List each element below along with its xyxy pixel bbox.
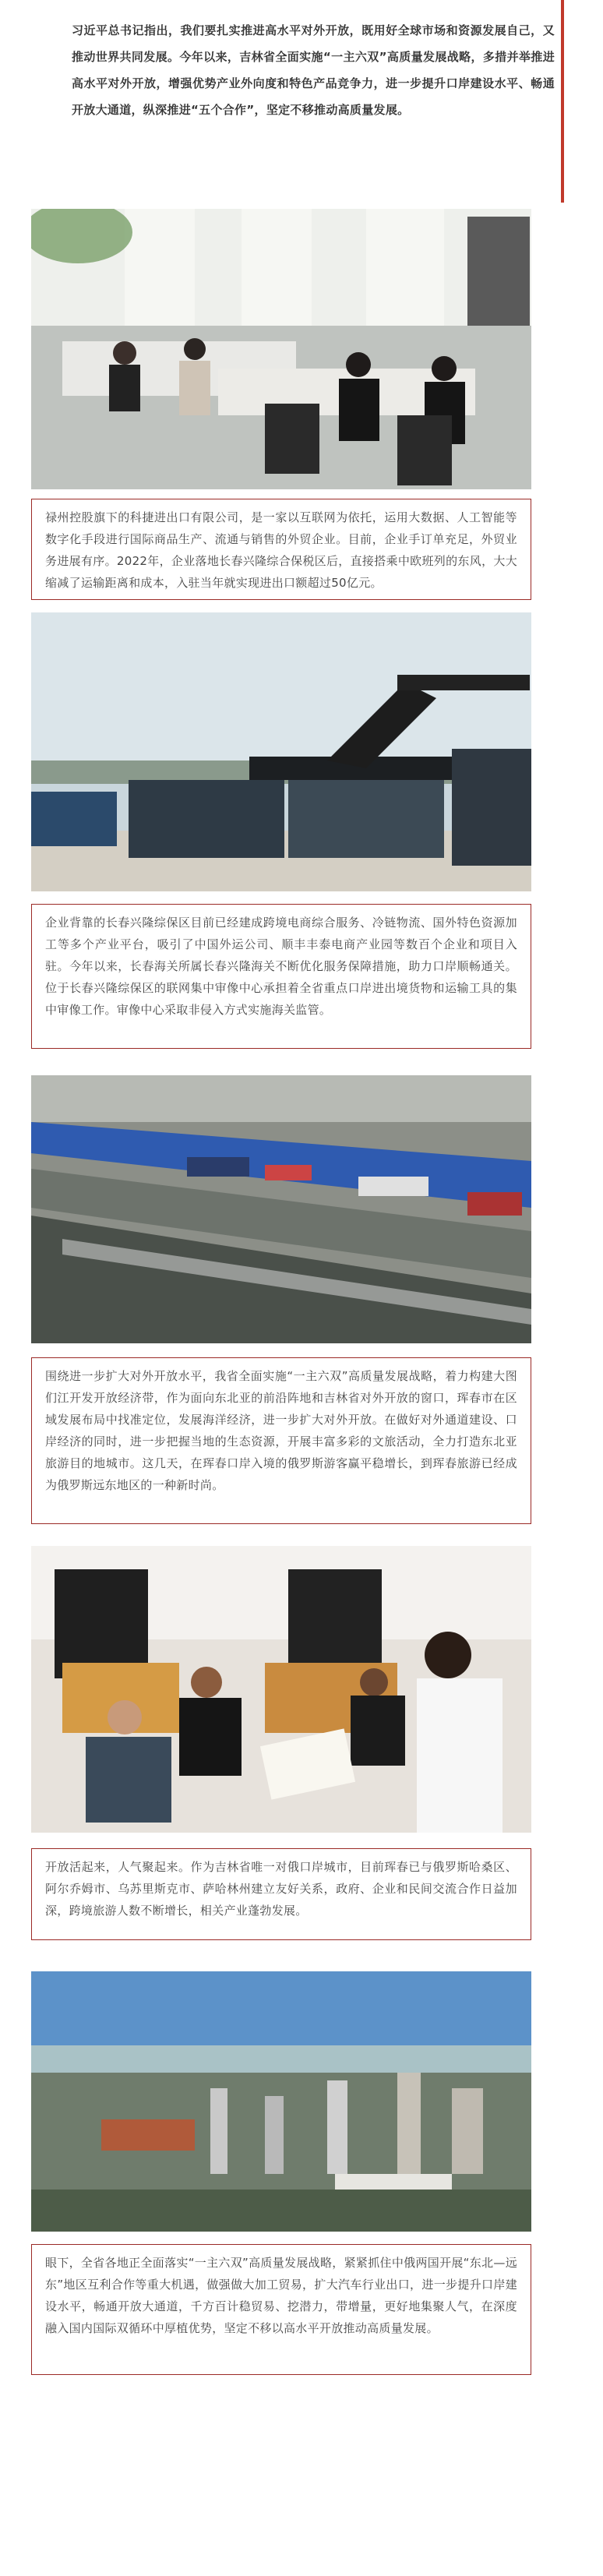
rail-yard-aerial-photo bbox=[31, 1075, 531, 1343]
paragraph-text: 围绕进一步扩大对外开放水平，我省全面实施“一主六双”高质量发展战略，着力构建大图们江开发开放经济带，作为面向东北亚的前沿阵地和吉林省对外开放的窗口，珲春市在区域发展布局中找准定位，发展海洋经济，进一步扩大对外开放。在做好对外通道建设、口岸经济的同时，进一步把握当地的生态资源，开展丰富多彩的文旅活动，全力打造东北亚旅游目的地城市。这几天，在珲春口岸入境的俄罗斯游客赢平稳增长，到珲春旅游已经成为俄罗斯远东地区的一种新时尚。 bbox=[45, 1369, 517, 1492]
city-skyline-photo bbox=[31, 1971, 531, 2232]
paragraph-text: 企业背靠的长春兴隆综保区目前已经建成跨境电商综合服务、冷链物流、国外特色资源加工等多个产业平台，吸引了中国外运公司、顺丰丰泰电商产业园等数百个企业和项目入驻。今年以来，长春海关所属长春兴隆海关不断优化服务保障措施，助力口岸顺畅通关。位于长春兴隆综保区的联网集中审像中心承担着全省重点口岸进出境货物和运输工具的集中审像工作。审像中心采取非侵入方式实施海关监管。 bbox=[45, 916, 517, 1017]
paragraph-text: 禄州控股旗下的科捷进出口有限公司，是一家以互联网为依托，运用大数据、人工智能等数字化手段进行国际商品生产、流通与销售的外贸企业。目前，企业手订单充足，外贸业务进展有序。2022年，企业落地长春兴隆综合保税区后，直接搭乘中欧班列的东风，大大缩减了运输距离和成本，入驻当年就实现进出口额超过50亿元。 bbox=[45, 510, 517, 590]
body-paragraph-2 bbox=[31, 904, 531, 1029]
body-paragraph-3 bbox=[31, 1357, 531, 1504]
intro-accent-bar bbox=[561, 0, 564, 203]
intro-paragraph: 习近平总书记指出，我们要扎实推进高水平对外开放，既用好全球市场和资源发展自己，又推动世界共同发展。今年以来，吉林省全面实施“一主六双”高质量发展战略，多措并举推进高水平对外开放，增强优势产业外向度和特色产品竞争力，进一步提升口岸建设水平、畅通开放大通道，纵深推进“五个合作”，坚定不移推动高质量发展。 bbox=[72, 23, 555, 117]
body-paragraph-4 bbox=[31, 1848, 531, 1929]
office-workers-photo bbox=[31, 209, 531, 489]
container-crane-photo bbox=[31, 612, 531, 891]
body-paragraph-1 bbox=[31, 499, 531, 602]
body-paragraph-5 bbox=[31, 2244, 531, 2347]
intro-text bbox=[72, 17, 555, 123]
tourists-cafe-photo bbox=[31, 1546, 531, 1833]
paragraph-text: 开放活起来，人气聚起来。作为吉林省唯一对俄口岸城市，目前珲春已与俄罗斯哈桑区、阿尔乔姆市、乌苏里斯克市、萨哈林州建立友好关系，政府、企业和民间交流合作日益加深，跨境旅游人数不断增长，相关产业蓬勃发展。 bbox=[45, 1860, 517, 1918]
paragraph-text: 眼下，全省各地正全面落实“一主六双”高质量发展战略，紧紧抓住中俄两国开展“东北—远东”地区互利合作等重大机遇，做强做大加工贸易，扩大汽车行业出口，进一步提升口岸建设水平，畅通开放大通道，千方百计稳贸易、挖潜力，带增量，更好地集聚人气，在深度融入国内国际双循环中厚植优势，坚定不移以高水平开放推动高质量发展。 bbox=[45, 2256, 517, 2335]
